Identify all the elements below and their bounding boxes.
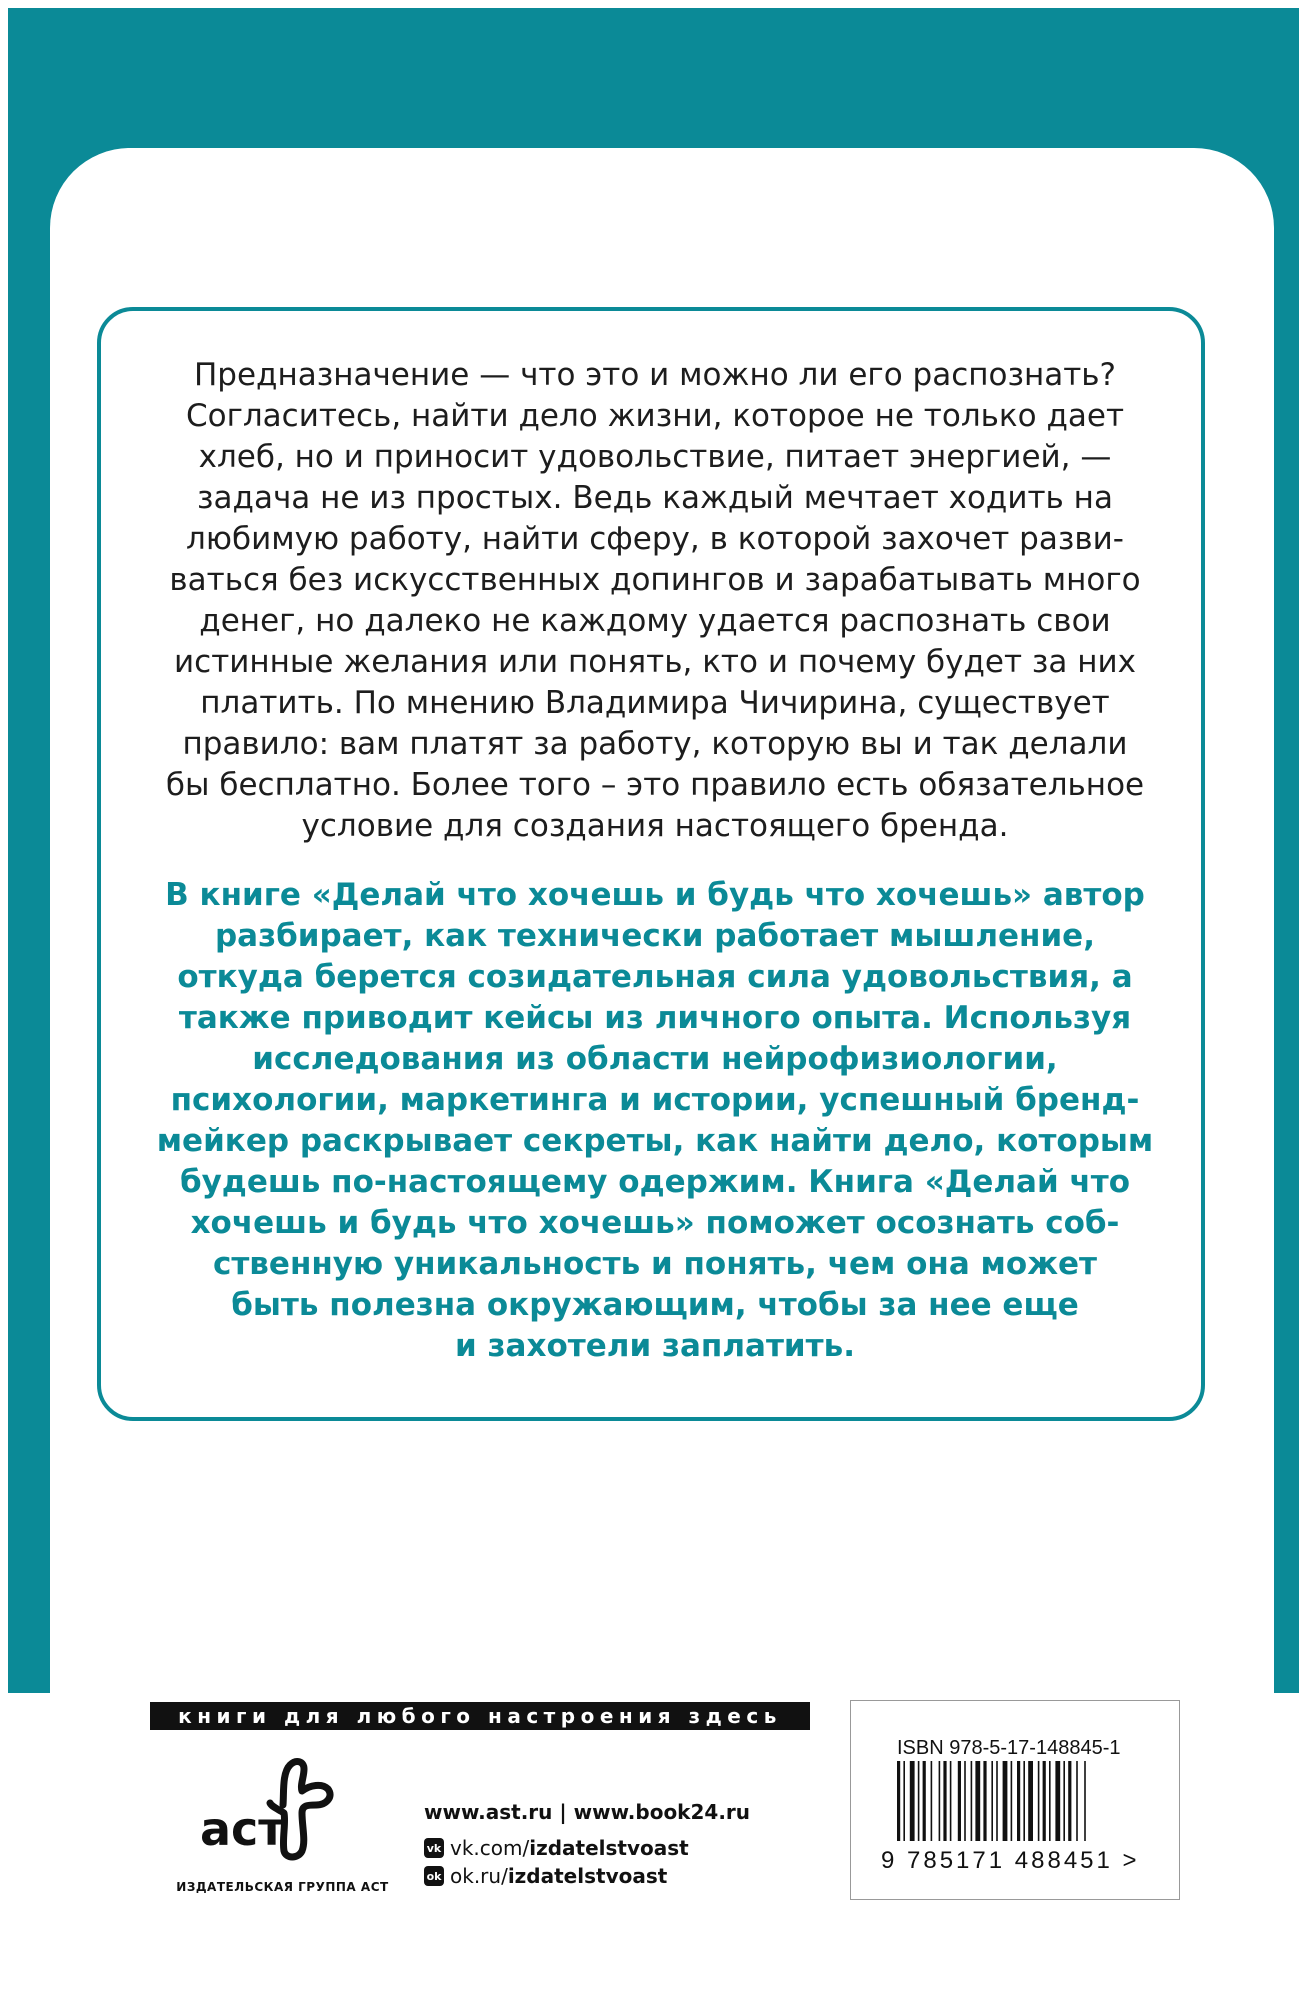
highlight-line: исследования из области нейрофизиологии, [252,1041,1058,1077]
barcode-bar [1076,1761,1078,1841]
social-handle: izdatelstvoast [507,1864,668,1888]
description-line: ваться без искусственных допингов и зарабатывать много [169,562,1141,598]
social-handle: izdatelstvoast [529,1836,689,1860]
highlight-line: разбирает, как технически работает мышление, [214,918,1095,954]
highlight-line: мейкер раскрывает секреты, как найти дело, которым [156,1123,1154,1159]
highlight-line: также приводит кейсы из личного опыта. Используя [178,1000,1132,1036]
barcode-bar [903,1761,905,1841]
barcode-bar [1049,1761,1051,1841]
barcode-bar [939,1761,941,1841]
description-line: Предназначение — что это и можно ли его распознать? [193,357,1117,393]
description-line: истинные желания или понять, кто и почему будет за них [174,644,1136,680]
barcode-bar [996,1761,998,1841]
ast-logo [198,1755,338,1865]
barcode-bar [1023,1761,1025,1841]
barcode-digits: 9 785171 488451 > [881,1847,1140,1874]
vk-icon: vk [424,1838,444,1858]
highlight-paragraph [141,875,1169,1367]
social-link-ok[interactable] [424,1864,667,1888]
barcode-bar [983,1761,986,1841]
ok-icon: ok [424,1866,444,1886]
highlight-line: хочешь и будь что хочешь» поможет осознать соб- [190,1205,1120,1241]
description-line: денег, но далеко не каждому удается распознать свои [199,603,1111,639]
highlight-line: психологии, маркетинга и истории, успешный бренд- [170,1082,1140,1118]
highlight-line: и захотели заплатить. [455,1328,855,1364]
description-line: хлеб, но и приносит удовольствие, питает энергией, — [198,439,1112,475]
highlight-line: В книге «Делай что хочешь и будь что хочешь» автор [165,877,1145,913]
website-links[interactable]: www.ast.ru | www.book24.ru [424,1800,751,1824]
barcode-bar [991,1761,993,1841]
barcode-bar [1084,1761,1086,1841]
publisher-caption: ИЗДАТЕЛЬСКАЯ ГРУППА АСТ [176,1880,389,1894]
barcode-bar [1063,1761,1065,1841]
barcode-bar [975,1761,980,1841]
barcode-bar [897,1761,900,1841]
barcode-bar [964,1761,966,1841]
highlight-line: быть полезна окружающим, чтобы за нее еще [231,1287,1079,1323]
highlight-line: откуда берется созидательная сила удовольствия, а [177,959,1133,995]
barcode-bar [1043,1761,1046,1841]
barcode-bar [1028,1761,1033,1841]
description-line: правило: вам платят за работу, которую вы и так делали [182,726,1128,762]
barcode-bar [1068,1761,1071,1841]
description-box [97,307,1205,1421]
description-line: задача не из простых. Ведь каждый мечтает ходить на [197,480,1113,516]
logo-text: аст [200,1802,285,1856]
barcode-bar [1055,1761,1060,1841]
barcode-bar [971,1761,973,1841]
barcode-bar [943,1761,946,1841]
barcode-bar [1003,1761,1008,1841]
barcode-bar [918,1761,920,1841]
description-line: бы бесплатно. Более того – это правило есть обязательное [165,767,1145,803]
barcode-bar [950,1761,952,1841]
description-line: условие для создания настоящего бренда. [301,808,1009,844]
barcode-bar [923,1761,926,1841]
highlight-line: будешь по-настоящему одержим. Книга «Делай что [179,1164,1131,1200]
barcode-bar [1017,1761,1020,1841]
description-paragraph [141,355,1169,847]
barcode-bar [1011,1761,1013,1841]
barcode-bar [931,1761,933,1841]
barcode-bar [1038,1761,1040,1841]
social-link-vk[interactable] [424,1836,689,1860]
isbn-label: ISBN 978-5-17-148845-1 [897,1737,1121,1759]
barcode-box [850,1700,1180,1900]
highlight-line: ственную уникальность и понять, чем она может [212,1246,1098,1282]
barcode-bar [958,1761,961,1841]
description-line: Согласитесь, найти дело жизни, которое не только дает [185,398,1125,434]
description-line: любимую работу, найти сферу, в которой захочет разви- [186,521,1124,557]
slogan-bar: книги для любого настроения здесь [150,1702,810,1730]
description-line: платить. По мнению Владимира Чичирина, существует [200,685,1110,721]
barcode-bar [910,1761,915,1841]
social-prefix: ok.ru/ [450,1864,508,1888]
barcode [897,1761,1137,1841]
social-prefix: vk.com/ [450,1836,530,1860]
